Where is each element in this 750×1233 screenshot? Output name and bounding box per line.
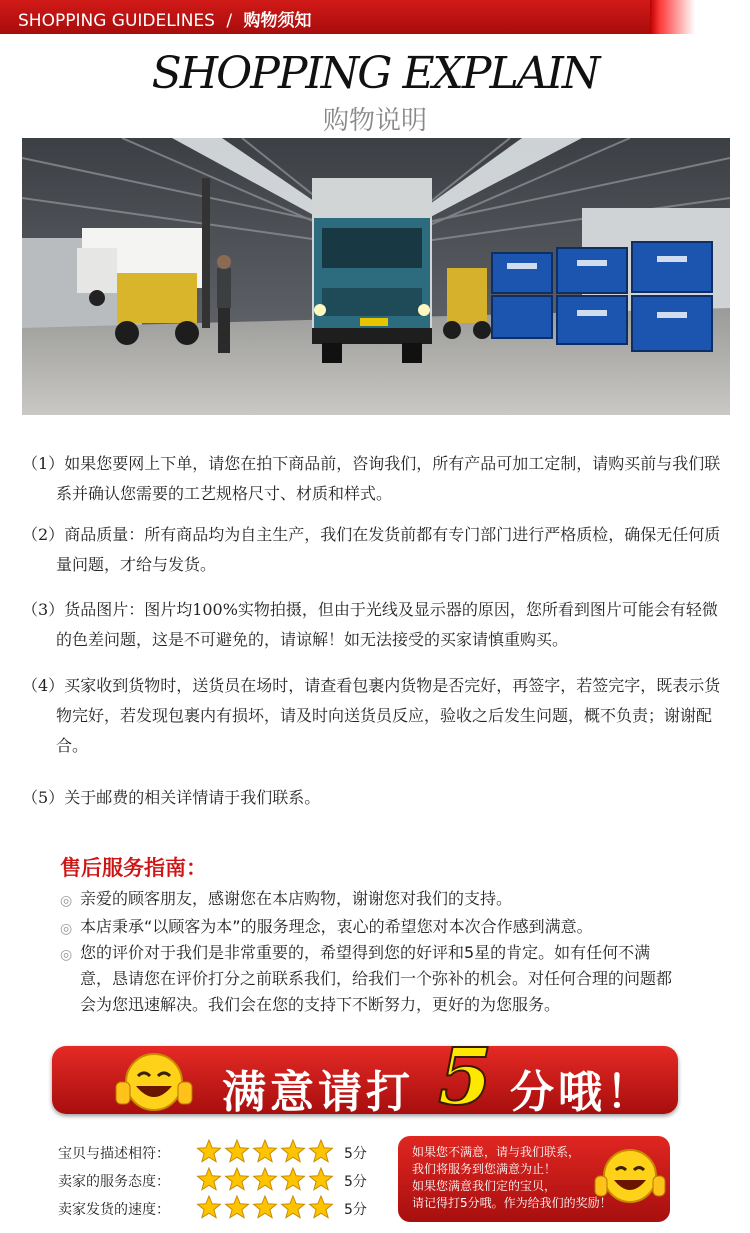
bullet-icon: ◎ xyxy=(60,893,73,909)
guideline-4-num: （4） xyxy=(22,676,65,695)
star-icon xyxy=(198,1196,221,1218)
after-sales-item xyxy=(60,940,680,1018)
header-fade xyxy=(650,0,750,34)
after-sales-item xyxy=(60,886,680,912)
after-sales-title: 售后服务指南： xyxy=(60,856,207,880)
guideline-3-num: （3） xyxy=(22,600,65,619)
star-icon xyxy=(254,1168,277,1190)
after-sales-item-text: 您的评价对于我们是非常重要的，希望得到您的好评和5星的肯定。如有任何不满意，恳请您在评价打分之前联系我们，给我们一个弥补的机会。对任何合理的问题都会为您迅速解决。我们会在您的支持下不断努力，更好的为您服务。 xyxy=(80,943,673,1014)
star-icon xyxy=(310,1140,333,1162)
rate-five-banner xyxy=(52,1032,678,1123)
contact-note-box xyxy=(398,1136,670,1222)
star-icon xyxy=(254,1140,277,1162)
star-rating xyxy=(196,1195,336,1225)
explain-title-en: SHOPPING EXPLAIN xyxy=(151,48,599,99)
guideline-4 xyxy=(22,671,726,761)
header-separator: / xyxy=(226,11,233,31)
star-rating xyxy=(196,1139,336,1169)
guideline-5-num: （5） xyxy=(22,788,65,807)
note-text xyxy=(412,1144,612,1212)
star-icon xyxy=(254,1196,277,1218)
header-title-en: SHOPPING GUIDELINES xyxy=(18,11,215,31)
star-icon xyxy=(310,1168,333,1190)
rating-label: 卖家发货的速度： xyxy=(58,1202,170,1218)
guideline-3-text: 货品图片：图片均100%实物拍摄，但由于光线及显示器的原因，您所看到图片可能会有轻微的色差问题，这是不可避免的，请谅解！如无法接受的买家请慎重购买。 xyxy=(56,600,718,649)
warehouse-photo xyxy=(22,138,730,415)
star-icon xyxy=(226,1196,249,1218)
after-sales-item xyxy=(60,914,680,940)
thumbs-up-smiley-icon xyxy=(114,1044,194,1116)
guideline-1-text: 如果您要网上下单，请您在拍下商品前，咨询我们，所有产品可加工定制，请购买前与我们联系并确认您需要的工艺规格尺寸、材质和样式。 xyxy=(56,454,721,503)
star-icon xyxy=(226,1168,249,1190)
rating-label: 宝贝与描述相符： xyxy=(58,1146,170,1162)
star-icon xyxy=(282,1196,305,1218)
rating-score: 5分 xyxy=(344,1174,367,1190)
header-title-cn: 购物须知 xyxy=(243,11,312,31)
guideline-2-num: （2） xyxy=(22,525,65,544)
guideline-4-text: 买家收到货物时，送货员在场时，请查看包裹内货物是否完好，再签字，若签完字，既表示货物完好，若发现包裹内有损坏，请及时向送货员反应，验收之后发生问题，概不负责；谢谢配合。 xyxy=(56,676,721,755)
rating-label: 卖家的服务态度： xyxy=(58,1174,170,1190)
thumbs-up-smiley-icon xyxy=(594,1142,666,1212)
header-bar xyxy=(0,0,750,34)
rating-score: 5分 xyxy=(344,1146,367,1162)
guideline-5 xyxy=(22,783,726,813)
guideline-1-num: （1） xyxy=(22,454,65,473)
note-line: 如果您满意我们定的宝贝， xyxy=(412,1179,557,1193)
note-line: 请记得打5分哦。作为给我们的奖励！ xyxy=(412,1196,612,1210)
bullet-icon: ◎ xyxy=(60,921,73,937)
after-sales-item-text: 本店秉承“以顾客为本”的服务理念，衷心的希望您对本次合作感到满意。 xyxy=(80,917,593,936)
star-icon xyxy=(282,1140,305,1162)
guideline-2 xyxy=(22,520,726,580)
star-icon xyxy=(310,1196,333,1218)
note-line: 如果您不满意，请与我们联系， xyxy=(412,1145,581,1159)
note-line: 我们将服务到您满意为止！ xyxy=(412,1162,557,1176)
star-icon xyxy=(226,1140,249,1162)
banner-five: 5 xyxy=(438,1032,493,1123)
bullet-icon: ◎ xyxy=(60,947,73,963)
star-icon xyxy=(282,1168,305,1190)
guideline-5-text: 关于邮费的相关详情请于我们联系。 xyxy=(64,788,321,807)
rating-score: 5分 xyxy=(344,1202,367,1218)
header-title xyxy=(18,6,312,31)
guideline-1 xyxy=(22,449,726,509)
guideline-2-text: 商品质量：所有商品均为自主生产，我们在发货前都有专门部门进行严格质检，确保无任何质量问题，才给与发货。 xyxy=(56,525,721,574)
guideline-3 xyxy=(22,595,726,655)
star-rating xyxy=(196,1167,336,1197)
after-sales-item-text: 亲爱的顾客朋友，感谢您在本店购物，谢谢您对我们的支持。 xyxy=(80,889,513,908)
explain-title-cn: 购物说明 xyxy=(322,106,427,136)
star-icon xyxy=(198,1168,221,1190)
banner-text-2: 分哦！ xyxy=(510,1067,654,1118)
star-icon xyxy=(198,1140,221,1162)
banner-text-1: 满意请打 xyxy=(222,1067,414,1118)
